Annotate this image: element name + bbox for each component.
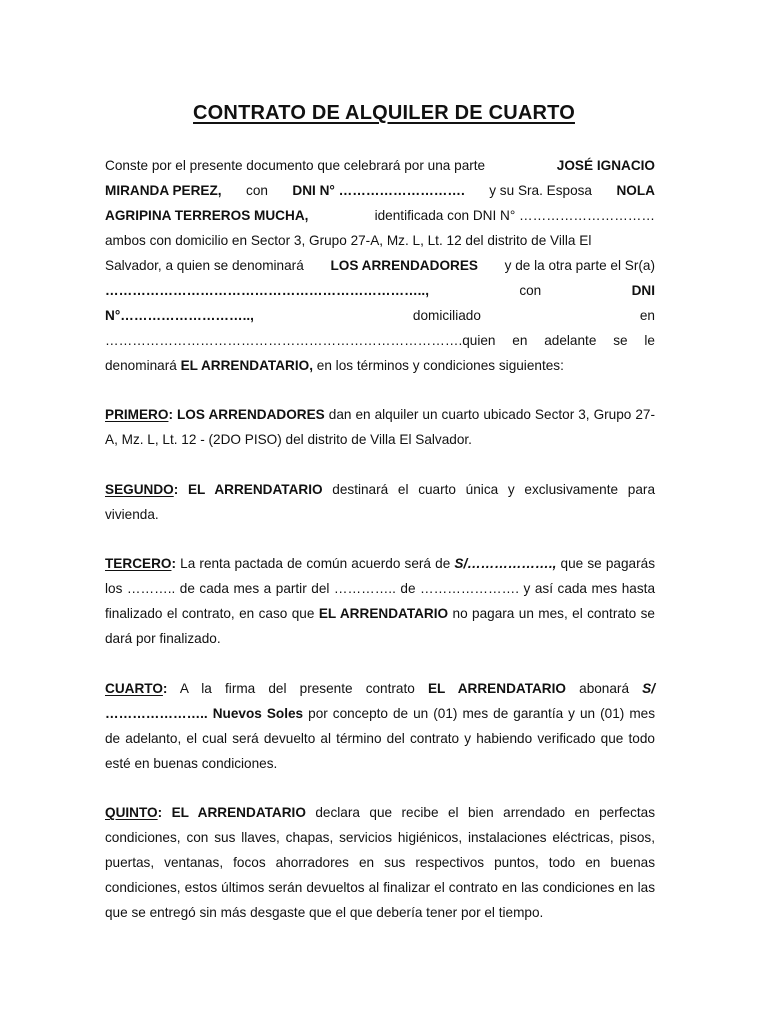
intro-line-2: MIRANDA PEREZ, con DNI N° ………………………. y su Sra. Esposa NOLA bbox=[105, 183, 655, 198]
clause-heading-cuarto: CUARTO bbox=[105, 681, 163, 696]
intro-line-8: …………………………………………………………………….quien en adelante se le bbox=[105, 333, 655, 348]
deposit-amount: ………………….. Nuevos Soles bbox=[105, 706, 304, 721]
intro-line-5: Salvador, a quien se denominará LOS ARRENDADORES y de la otra parte el Sr(a) bbox=[105, 258, 655, 273]
clause-tercero: TERCERO: La renta pactada de común acuerdo será de S/………………., que se pagarás los ……….. de cada mes a partir del ………….. de …………………. y así cada mes hasta finalizado el contrato, en caso que EL ARRENDATARIO no pagara un mes, el contrato se dará por finalizado. bbox=[105, 556, 655, 646]
clause-quinto: QUINTO: EL ARRENDATARIO declara que recibe el bien arrendado en perfectas condiciones, con sus llaves, chapas, servicios higiénicos, instalaciones eléctricas, pisos, puertas, ventanas, focos ahorradores en sus respectivos puntos, todo en buenas condiciones, estos últimos serán devueltos al finalizar el contrato en las condiciones en las que se entregó sin más desgaste que el que debería tener por el tiempo. bbox=[105, 805, 656, 920]
clause-heading-segundo: SEGUNDO bbox=[105, 482, 174, 497]
clause-primero: PRIMERO: LOS ARRENDADORES dan en alquiler un cuarto ubicado Sector 3, Grupo 27-A, Mz. L, Lt. 12 - (2DO PISO) del distrito de Villa El Salvador. bbox=[105, 407, 656, 447]
rent-amount: S/………………., bbox=[454, 556, 557, 571]
intro-line-4: ambos con domicilio en Sector 3, Grupo 27-A, Mz. L, Lt. 12 del distrito de Villa El bbox=[105, 233, 592, 248]
intro-line-3: AGRIPINA TERREROS MUCHA, identificada con DNI N° ………………………… bbox=[105, 208, 655, 223]
clause-cuarto: CUARTO: A la firma del presente contrato EL ARRENDATARIO abonará S/ ………………….. Nuevos Soles por concepto de un (01) mes de garantía y un (01) mes de adelanto, el cual será devuelto al término del contrato y habiendo verificado que todo esté en buenas condiciones. bbox=[105, 681, 656, 771]
contract-title: CONTRATO DE ALQUILER DE CUARTO bbox=[193, 102, 575, 124]
intro-line-1: Conste por el presente documento que celebrará por una parte JOSÉ IGNACIO bbox=[105, 158, 655, 173]
clause-segundo: SEGUNDO: EL ARRENDATARIO destinará el cuarto única y exclusivamente para vivienda. bbox=[105, 482, 656, 522]
intro-line-9: denominará EL ARRENDATARIO, en los términos y condiciones siguientes: bbox=[105, 358, 564, 373]
clause-heading-primero: PRIMERO bbox=[105, 407, 169, 422]
intro-line-7: N°……………………….., domiciliado en bbox=[105, 308, 655, 323]
intro-line-6: …………………………………………………………….., con DNI bbox=[105, 283, 655, 298]
clause-heading-quinto: QUINTO bbox=[105, 805, 158, 820]
intro-paragraph bbox=[105, 153, 655, 378]
clause-heading-tercero: TERCERO bbox=[105, 556, 172, 571]
currency-symbol: S/ bbox=[642, 681, 656, 696]
